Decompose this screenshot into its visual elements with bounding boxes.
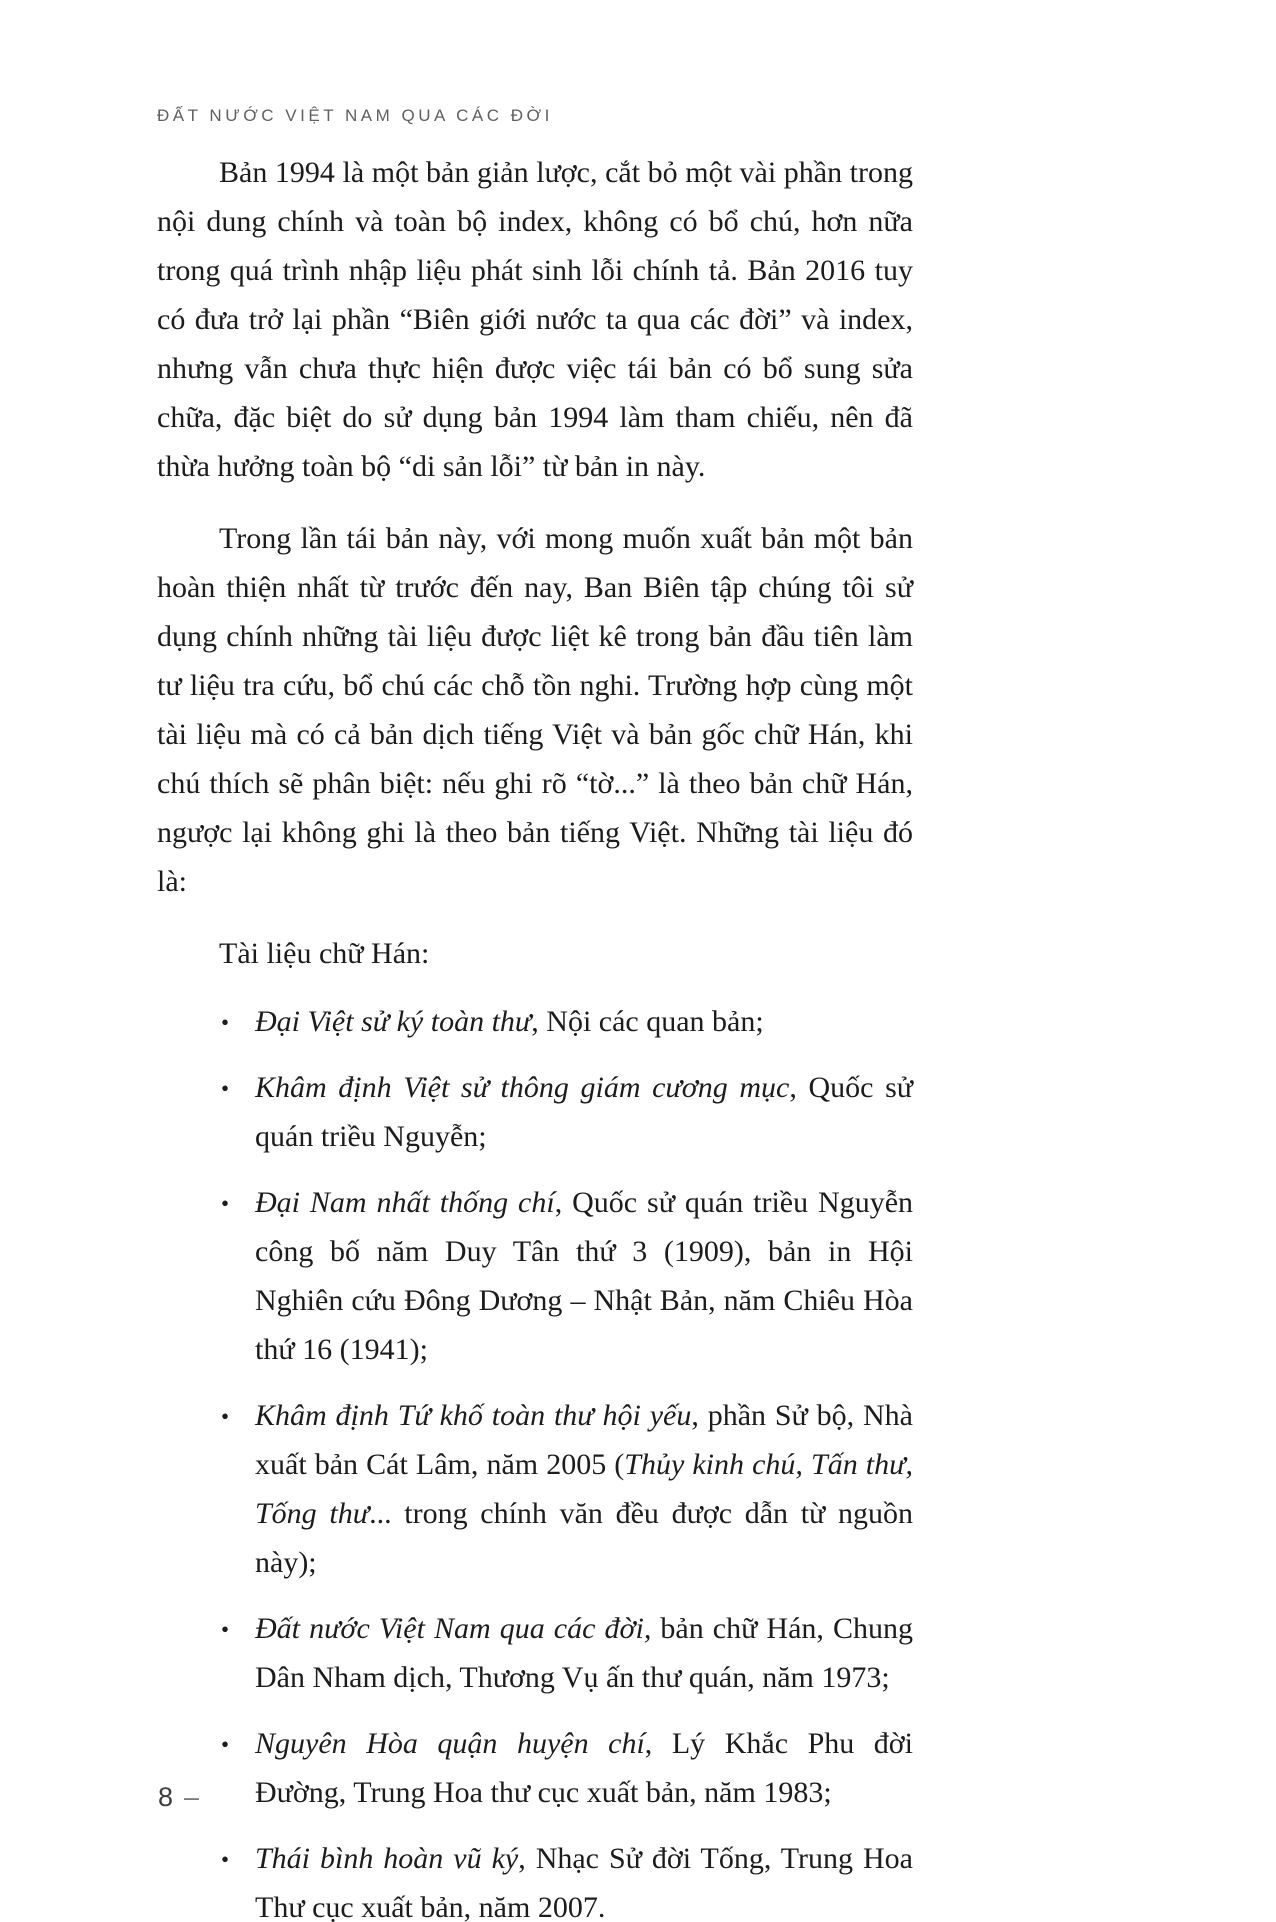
list-item: [157, 1178, 913, 1374]
list-item-text: Khâm định Việt sử thông giám cương mục, Quốc sử quán triều Nguyễn;: [255, 1071, 913, 1153]
list-item-text: Đất nước Việt Nam qua các đời, bản chữ Hán, Chung Dân Nham dịch, Thương Vụ ấn thư quán, năm 1973;: [255, 1612, 913, 1694]
bullet-icon: •: [221, 1617, 230, 1642]
list-item-text: Đại Nam nhất thống chí, Quốc sử quán triều Nguyễn công bố năm Duy Tân thứ 3 (1909), bản in Hội Nghiên cứu Đông Dương – Nhật Bản, năm Chiêu Hòa thứ 16 (1941);: [255, 1186, 914, 1366]
bullet-icon: •: [221, 1010, 230, 1035]
list-item: [157, 1719, 913, 1817]
bullet-icon: •: [221, 1732, 230, 1757]
list-item: [157, 1604, 913, 1702]
list-item: [157, 1391, 913, 1587]
paragraph-2: Trong lần tái bản này, với mong muốn xuất bản một bản hoàn thiện nhất từ trước đến nay, Ban Biên tập chúng tôi sử dụng chính những tài liệu được liệt kê trong bản đầu tiên làm tư liệu tra cứu, bổ chú các chỗ tồn nghi. Trường hợp cùng một tài liệu mà có cả bản dịch tiếng Việt và bản gốc chữ Hán, khi chú thích sẽ phân biệt: nếu ghi rõ “tờ...” là theo bản chữ Hán, ngược lại không ghi là theo bản tiếng Việt. Những tài liệu đó là:: [157, 522, 913, 898]
list-item: [157, 1834, 913, 1922]
running-header: ĐẤT NƯỚC VIỆT NAM QUA CÁC ĐỜI: [157, 106, 553, 125]
bullet-icon: •: [221, 1404, 230, 1429]
bullet-icon: •: [221, 1076, 230, 1101]
list-item: [157, 997, 913, 1046]
paragraph-1: Bản 1994 là một bản giản lược, cắt bỏ một vài phần trong nội dung chính và toàn bộ index, không có bổ chú, hơn nữa trong quá trình nhập liệu phát sinh lỗi chính tả. Bản 2016 tuy có đưa trở lại phần “Biên giới nước ta qua các đời” và index, nhưng vẫn chưa thực hiện được việc tái bản có bổ sung sửa chữa, đặc biệt do sử dụng bản 1994 làm tham chiếu, nên đã thừa hưởng toàn bộ “di sản lỗi” từ bản in này.: [157, 156, 913, 483]
list-item: [157, 1063, 913, 1161]
list-item-text: Khâm định Tứ khố toàn thư hội yếu, phần Sử bộ, Nhà xuất bản Cát Lâm, năm 2005 (Thủy kinh chú, Tấn thư, Tống thư... trong chính văn đều được dẫn từ nguồn này);: [255, 1399, 913, 1579]
list-heading: Tài liệu chữ Hán:: [219, 937, 430, 970]
list-item-text: Đại Việt sử ký toàn thư, Nội các quan bản;: [255, 1005, 764, 1038]
list-item-text: Thái bình hoàn vũ ký, Nhạc Sử đời Tống, Trung Hoa Thư cục xuất bản, năm 2007.: [255, 1842, 913, 1922]
source-list: [157, 997, 913, 1922]
list-item-text: Nguyên Hòa quận huyện chí, Lý Khắc Phu đời Đường, Trung Hoa thư cục xuất bản, năm 1983;: [255, 1727, 913, 1809]
page-number: 8: [158, 1782, 174, 1812]
folio-dash: –: [184, 1782, 200, 1812]
page-footer: [158, 1782, 199, 1813]
page-body: [157, 148, 913, 1922]
bullet-icon: •: [221, 1191, 230, 1216]
bullet-icon: •: [221, 1847, 230, 1872]
